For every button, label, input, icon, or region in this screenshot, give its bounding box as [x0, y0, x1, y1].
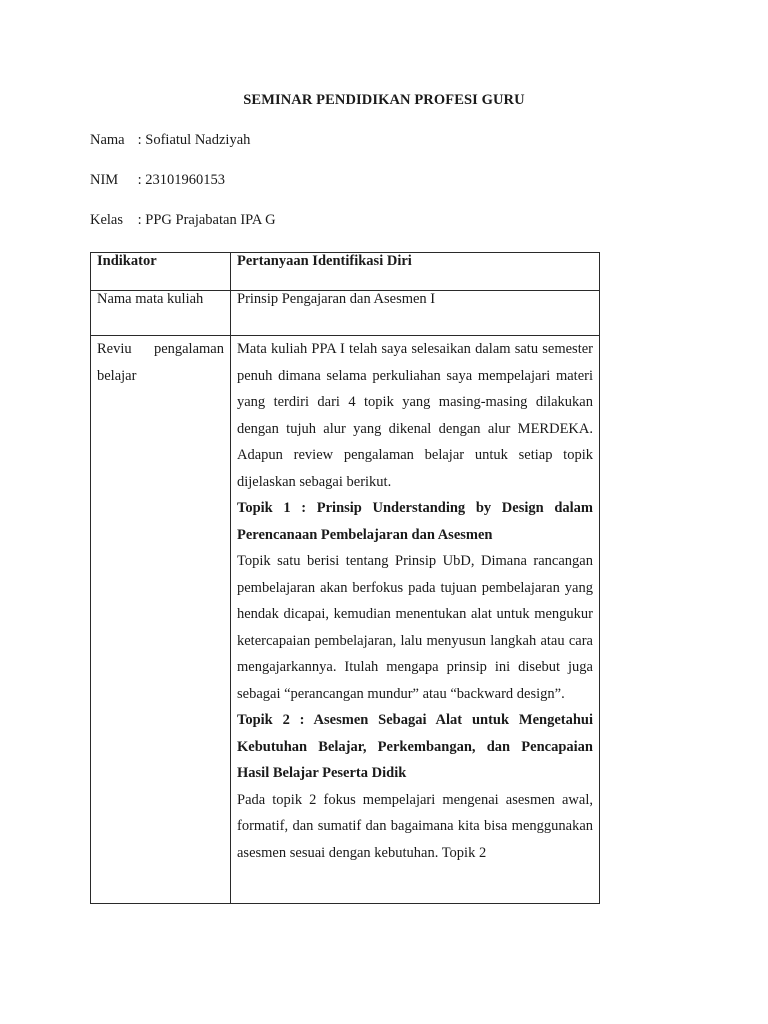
row-value-nama-mata-kuliah: Prinsip Pengajaran dan Asesmen I: [231, 291, 600, 336]
row-label-nama-mata-kuliah: Nama mata kuliah: [91, 291, 231, 336]
row-value-reviu: [231, 336, 600, 904]
nama-value: : Sofiatul Nadziyah: [137, 132, 251, 148]
topic2-title: Topik 2 : Asesmen Sebagai Alat untuk Mengetahui Kebutuhan Belajar, Perkembangan, dan Pencapaian Hasil Belajar Peserta Didik: [237, 712, 593, 781]
topic2-body: Pada topik 2 fokus mempelajari mengenai asesmen awal, formatif, dan sumatif dan bagaimana kita bisa menggunakan asesmen sesuai dengan kebutuhan. Topik 2: [237, 791, 593, 861]
topic1-title: Topik 1 : Prinsip Understanding by Design dalam Perencanaan Pembelajaran dan Asesmen: [237, 500, 593, 543]
table-header-row: [91, 253, 600, 291]
belajar-word: belajar: [97, 367, 137, 384]
info-row-nim: [90, 172, 225, 189]
table-row: [91, 291, 600, 336]
kelas-label: Kelas: [90, 212, 124, 228]
document-title: SEMINAR PENDIDIKAN PROFESI GURU: [243, 92, 525, 108]
header-pertanyaan: Pertanyaan Identifikasi Diri: [231, 253, 600, 291]
pengalaman-word: pengalaman: [153, 341, 224, 357]
kelas-value: : PPG Prajabatan IPA G: [137, 212, 276, 228]
topic1-body: Topik satu berisi tentang Prinsip UbD, Dimana rancangan pembelajaran akan berfokus pada tujuan pembelajaran yang hendak dicapai, kemudian menentukan alat untuk mengukur ketercapaian pembelajaran, lalu menyusun langkah atau cara mengajarkannya. Itulah mengapa prinsip ini disebut juga sebagai “perancangan mundur” atau “backward design”.: [237, 553, 593, 702]
nama-label: Nama: [90, 132, 125, 148]
nim-value: : 23101960153: [137, 172, 226, 188]
intro-paragraph: Mata kuliah PPA I telah saya selesaikan dalam satu semester penuh dimana selama perkuliahan saya mempelajari materi yang terdiri dari 4 topik yang masing-masing dilakukan dengan tujuh alur yang dikenal dengan alur MERDEKA. Adapun review pengalaman belajar untuk setiap topik dijelaskan sebagai berikut.: [237, 341, 593, 490]
reviu-word: Reviu: [97, 341, 132, 357]
table-row: [91, 336, 600, 904]
nim-label: NIM: [90, 172, 119, 188]
identification-table: [90, 252, 600, 904]
info-row-nama: [90, 132, 250, 149]
info-row-kelas: [90, 212, 276, 229]
header-indikator: Indikator: [91, 253, 231, 291]
row-label-reviu: [91, 336, 231, 904]
